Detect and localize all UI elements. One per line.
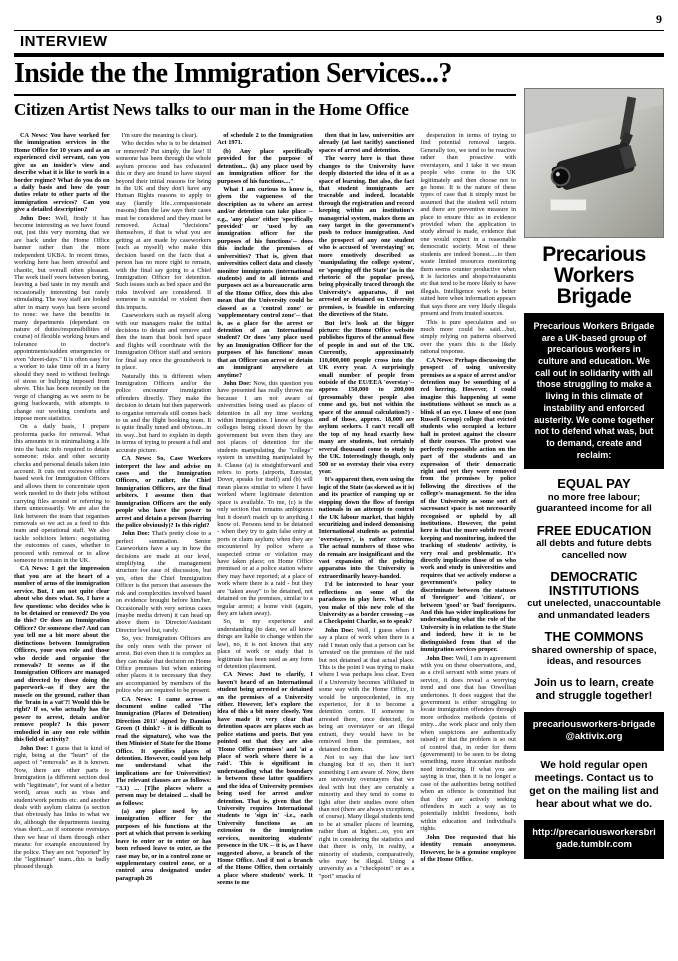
demand-text: no more free labour; guaranteed income for all	[536, 491, 652, 515]
cctv-camera-photo	[524, 88, 664, 238]
sidebar-description: Precarious Workers Brigade are a UK-based group of precarious workers in culture and education. We call out in solidarity with all those struggling to make a living in this climate of instability and enforced austerity. We come together not to defend what was, but to demand, create and reclaim:	[524, 313, 664, 469]
article-paragraph: But let's look at the bigger picture: the Home Office website publishes figures of the annual flow of people in and out of the UK. Currently, approximately 110,000,000 people cross into the UK every year. A surprisingly small number of people from outside of the EU/EEA 'overstay'-- approx 150,000 to 200,000 (presumably these people also come and go, but not within the space of the annual calculation?) - and of those, approx. 18,000 are asylum seekers. I can't recall off the top of my head exactly how many are students, but certainly several thousand come to study in the UK. Interestingly though, only 500 or so overstay their visa every year.	[318, 319, 415, 475]
section-header	[14, 30, 664, 57]
article-paragraph: So, in my experience and understanding (to date, we all know things are liable to change within the law), no, it is not known that any place of work or study that is legitimate has been used as any form of detention placement.	[217, 618, 313, 670]
demand-heading: FREE EDUCATION	[536, 522, 652, 538]
article-paragraph: CA News: I get the impression that you are at the heart of a number of arms of the immigration service. But, I am not quite clear about who does what. So, I have a few questions: who decides who is to be detained or removed? Do you do this? Or does an Immigration Officer? Or someone else? And can you tell me a bit more about the distinctions between Immigration Officers, your own role and those who decide and organise the removals? It seems as if the Immigration Officers are managed and directed by those doing the paperwork--as if they are the muscle on the ground, rather than the 'brain in a vat'?! Would this be right? If so, who actually has the power to arrest, detain and/or remove people? Is this power embodied in any one role within this field of activity?	[14, 565, 110, 744]
demand-equal-pay	[524, 477, 664, 514]
speaker-label: CA News:	[20, 565, 52, 573]
url-text: http://precariousworkersbrigade.tumblr.com	[524, 820, 664, 859]
article-paragraph: It's apparent then, even using the logic of the State (as skewed as it is) and its practice of ramping up or stopping down the flow of foreign nationals in an attempt to control the UK labour market, that highly securitizing and indeed demonising International students as potential 'overstayers', is rather extreme. The actual numbers of those who do remain are insignificant and the vast expansion of the policing apparatus into the University is extraordinarily heavy-handed.	[318, 476, 415, 580]
article-column-3	[217, 132, 313, 952]
article-paragraph: Not to say that the law isn't changing but if so, then it isn't something I am aware of. Now, there are university overstayers that we deal with but they are certainly a minority and they tend to come to light after their studies more often than not (there are always exceptions, of course). Many illegal students tend to be at smaller places of learning, rather than at higher....so, you are right in considering the statistics and that there is only, in reality, a minority of students, comparatively, who may be illegal. Using a university as a "checkpoint" or as a "port" smacks of	[318, 754, 415, 880]
article-paragraph: John Doe: That's pretty close to a perfect summation. Senior Caseworkers have a say in how the decisions are made at our level, simplifying the management structure for ease of discussion, but yes, often the Chief Immigration Officer is the person that assesses the risk and complexities involved based on evidence brought before him/her. Occasionally with very serious cases (maybe media driven) it can head up above them to Director/Assistant Director level but, rarely.	[115, 530, 212, 634]
article-paragraph: CA News: I came across a document online called 'The Immigration (Places of Detention) Direction 2011' signed by Damian Green (I think? - it is difficult to read the signature), who was the then Minister of State for the Home Office. It specifies places of detention. However, could you help me understand what the implications are for Universities? The relevant clauses are as follows: "3.1) ... [T]he places where a person may be detained ... shall be as follows:	[115, 695, 212, 807]
article-paragraph: CA News: So, Case Workers interpret the law and advise on cases and the Immigration Officers, or rather, the Chief Immigration Officers, are the final arbiters. I assume then that Immigration Officers are the only people who have the power to arrest and detain a person (barring the police obviously)? Is this right?	[115, 455, 212, 529]
email-text: precariousworkers-brigade@aktivix.org	[524, 712, 664, 751]
article-column-1	[14, 132, 110, 952]
article-column-2	[116, 132, 212, 952]
demand-free-education	[524, 524, 664, 561]
article-paragraph: This is pure speculation and so much more could be said....but, simply relying on patterns observed over the years this is the likely rational response.	[420, 318, 516, 356]
sidebar-precarious-workers-brigade	[524, 88, 664, 867]
article-paragraph: CA News: You have worked for the immigration services in the Home Office for 10 years and as an experienced civil servant, can you give us an insider's view and describe what it is like to work in a border regime? What do you do on a daily basis and how do your duties relate to other parts of the immigration services? Can you give a detailed description?	[14, 132, 110, 214]
article-paragraph: On a daily basis, I prepare proforma packs for removal. What this amounts to is minimalising a life into the basic info required to detain someone: risks and other security checks and personal details taken into account. It cuts out excessive office based work for Immigration Officers and allows them to concentrate upon work needed to do their jobs without carrying files around or referring to them unnecessarily. We are also the link between the team that organises removals so we act as a feed to this team and operational staff. We also tackle solicitors letters: negotiating the outcomes of cases, whether to proceed with removal or to allow someone to remain in the UK.	[14, 423, 110, 565]
article-paragraph: Caseworkers such as myself along with our managers make the initial decisions to detain and remove and then the team that book bed space and flights will coordinate with the Immigration Officer staff and seniors for final say once the groundwork is in place.	[115, 312, 212, 372]
article-paragraph: I'm sure the meaning is clear).	[121, 132, 198, 139]
article-paragraph: The worry here is that these changes to the University have deeply distorted the idea of it as a space of learning. But also, the fact that student immigrants are traceable and indeed, locatable through the registration and record keeping within an institution's managerial system, makes them an easy target in the government's push to reduce immigration. And the prospect of any one student who is accused of 'overstaying' or, more emotively described as 'manipulating the college system', or 'sponging off the State' (as in the rhetoric of the popular press), being physically traced through the University's apparatus, if not arrested or detained on University premises, is feasible in enforcing the directives of the State.	[318, 155, 415, 319]
speaker-label: CA News:	[223, 671, 260, 679]
speaker-label: John Doe:	[121, 530, 152, 538]
headline: Inside the the Immigration Services...?	[14, 58, 516, 96]
article-paragraph: CA News: Perhaps discussing the prospect of using university premises as a space of arrest and/or detention may be something of a red herring. However, I could imagine this happening at some institutions without so much as a blink of an eye. I know of one (non Russell Group) college that evicted students who occupied a lecture hall in protest against the closure of their courses. The protest was perfectly responsible action on the part of the students and an expression of their democratic right and yet they were removed from the premises by police following the directives of the college's management. So the idea of the University as some sort of sacrosanct space is not necessarily recognised or upheld by all institutions. However, the point here is that the more subtle record keeping and monitoring, indeed the tracking of students' activity, is very real and problematic. It's directly implicates those of us who work and study in universities and requires that we actively endorse a government's policy to discriminate between the statuses of 'foreigner' and 'citizen', or between 'good' or 'bad' foreigners. And this has wider implications for understanding what the role of the University is in relation to the State and indeed, how it is to be distinguished from that of the immigration services proper.	[420, 356, 516, 654]
headline-block	[14, 58, 516, 120]
demand-heading: EQUAL PAY	[557, 476, 631, 492]
article-paragraph: John Doe: I guess that is kind of right, being at the "heart" of the aspect of "removals" as it is known. Now, there are other parts to Immigration (a different section deal with "legitimate", for want of a better word), areas such as visas and student/work permits etc. and another deals with asylum claims (a section that obviously has links to what we do, although the departments issuing visas don't....so if someone overstays then we hear of them through other means: for example encountered by the police. They are not "reported" by the "legitimate" team...this is badly phrased though	[14, 744, 110, 871]
speaker-label: CA News:	[20, 132, 51, 139]
demand-democratic-institutions	[524, 570, 664, 621]
speaker-label: John Doe:	[223, 379, 254, 387]
speaker-label: John Doe:	[20, 744, 51, 752]
article-paragraph: John Doe: Well, firstly it has become interesting as we have found out, just this very morning that we are back under the Home Office banner rather than the more independent UKBA. In recent times, working here has been stressful and chaotic, but overall often pleasant. The work itself veers between boring, leaving a bad taste in my mouth and occasionally interesting but rarely stimulating. The way staff are looked after in many ways has been second to none: we have the benefits in many departments (dependant on nature of duties/responsibilities of course) of flexible working hours and tolerance to doctor's appointments/sudden emergencies or even "duvet-days." It is often easy for a worker to take time off in a hurry should they need to without feelings of stress or bullying imposed from above. This has been recently on the verge of changing as we seem to be going backwards, with attempts to change our working comforts and impose more statistics.	[14, 214, 110, 423]
speaker-label: John Doe:	[324, 626, 357, 634]
article-paragraph: What I am curious to know is, given the vagueness of the description as to where an arrest and/or detention can take place -- e.g., 'any place' either 'specifically provided' or 'used by an immigration officer for the purposes of his functions'-- does this include the premises of universities? That is, given that universities collect data and closely monitor immigrants (international students) and to all intents and purposes act as a bureaucratic arm of the Home Office, does this also mean that the University could be classed as a 'control zone' or 'supplementary control zone'-- that is, as a place for the arrest or detention of an International student? Or does 'any place used by an Immigration Officer for the purposes of his functions' mean that an Officer can arrest or detain an immigrant anywhere at anytime?	[217, 185, 313, 379]
article-paragraph: John Doe: Now, this question you have presented has really thrown me because I am not aware of universities being used as places of detention in all my time working within Immigration. I know of bogus colleges being closed down by the government but even then they are not places of detention for the students manipulating the "college" system in unwitting manipulated by it. Clause (a) is straightforward and refers to ports (airports, Eurostar, Dover, speaks for itself) and (b) will mean places similar to where I have worked where legitimate detention space is available. To me, (c) is the only section that remains ambiguous but it doesn't match up to anything I know of. Persons tend to be detained - when they try to gain false entry at ports or claim asylum; when they are encountered by police where a suspected crime or violation may have taken place; on Home Office premised or at a police station where they may have reported; at a place of work where there is a raid - but they are "taken away" to be detained, not detained on the premises, similar to a regular arrest; a home visit (again, they are taken away).	[217, 379, 313, 617]
article-column-5	[420, 132, 516, 952]
article-body	[14, 132, 516, 952]
cctv-camera-illustration	[525, 89, 663, 237]
section-label: INTERVIEW	[20, 33, 108, 50]
speaker-label: CA News:	[426, 356, 455, 364]
article-paragraph: then that in law, universities are already (at last tacitly) sanctioned spaces of arrest and detention.	[318, 132, 415, 154]
demand-text: all debts and future debts cancelled now	[536, 538, 652, 561]
article-paragraph: (a) any place used by an immigration officer for the purposes of his functions at the port at which that person is seeking leave to enter or to enter or has been refused leave to enter, as the case may be, or in a control zone or supplementary control zone, or a control area designated under paragraph 26	[115, 807, 212, 882]
speaker-label: CA News:	[121, 455, 157, 463]
join-call-text: Join us to learn, create and struggle together!	[534, 676, 654, 702]
speaker-label: CA News:	[121, 695, 159, 703]
meetings-text: We hold regular open meetings. Contact us to get on the mailing list and hear about what we do.	[529, 758, 659, 811]
demand-heading: DEMOCRATIC INSTITUTIONS	[548, 569, 640, 598]
article-paragraph: I'd be interested to hear your reflections on some of the paradoxes in play here. What do you make of this new role of the University as a border crossing --as a Checkpoint Charlie, so to speak?	[318, 581, 415, 626]
article-paragraph: desperation in terms of trying to find potential removal targets. Generally too, we tend to be reactive rather than proactive with overstayers, and I take it we mean people who come to the UK legitimately and then choose not to go home. It is the nature of these types of case that it simply must be assumed that the student will return and there are preventive measure in place to ensure this: as in evidence provided when the application to study abroad is made, evidence that one would expect in a reasonable democratic society. Most of these students are indeed honest.....to then waste limited resources monitoring them seems counter productive when it is factories and shops/restaurants etc that tend to be more likely to have illegals. Intelligence work is better suited here when information appears that says there are very likely illegals present and from trusted sources.	[420, 132, 516, 318]
demand-text: cut unelected, unaccountable and unmandated leaders	[527, 598, 661, 621]
article-paragraph: Who decides who is to be detained or removed? Put simply, the law! If someone has been through the whole asylum process and has exhausted this or they are found to have stayed beyond their initial reasons for being in the UK and they don't have any Human Rights reasons to apply to stay (family life...compassionate reasons) then the law says their cases must be considered and they must be removed. Actual "decisions" themselves, if that is what you are getting at are made by caseworkers (such as myself) who make this decision based on the facts that a person has no more right to remain, with the final say going to a Chief Immigration Officer for detention. Such issues such as bed space and the risks involved are considered. If someone is suicidal or violent then this impacts.	[115, 140, 212, 311]
article-paragraph: CA News: Just to clarify, I haven't heard of an International student being arrested or detained on the premises of a University either. However, let's explore the idea of this a bit more closely. You have made it very clear that detention spaces are places such as police stations and ports. But you pointed out that they are also 'Home Office premises' and 'at a place of work where there is a raid'. This is significant in understanding what the boundary is between these latter qualifiers and the idea of University premises being used for arrest and/or detention. That is, given that the University requires International students to 'sign in' -i.e., each University functions as an extension to the immigration services, monitoring students' presence in the UK -- it is, as I have suggested above, a branch of the Home Office. And if not a branch of the Home Office, then certainly a place where students' work. It seems to me	[217, 671, 313, 887]
sidebar-title: Precarious Workers Brigade	[542, 243, 646, 308]
article-paragraph: John Doe: Well, I am in agreement with you on these observations, and, as a civil servant with some years of service, it does reveal a worrying trend and one that has Orwellian undertones. It does suggest that the government is either struggling to locate immigration offenders through more orthodox methods (points of entry....the work place and only then when suspicions are authentically raised) or that the problem is so out of control that, in order for them (government) to be seen to be doing something, more draconian methods need introducing. If what you are saying is true, then it is no longer a case of the authorities being notified when an offence is committed but that they are actively seeking offenders in such a way as to potentially inhibit freedoms, both within education and individual's rights.	[420, 654, 516, 833]
article-column-4	[319, 132, 415, 952]
demand-the-commons	[524, 630, 664, 667]
article-paragraph: of schedule 2 to the Immigration Act 1971.	[217, 132, 313, 147]
speaker-label: John Doe:	[426, 654, 456, 662]
demand-heading: THE COMMONS	[544, 629, 644, 645]
subtitle: Citizen Artist News talks to our man in the Home Office	[14, 100, 409, 119]
article-paragraph: John Doe requested that his identity remain anonymous. However, he is a genuine employee of the Home Office.	[420, 833, 516, 863]
speaker-label: John Doe:	[20, 214, 56, 222]
article-paragraph: John Doe: Well, I guess when I say a place of work when there is a raid I mean only that a person can be 'arrested' on the premises of the raid but not detained at that actual place. This is the point I was trying to make where I was perhaps less clear. Even if a University becomes 'affiliated' in some way with the Home Office, it would be unprecedented, in my experience, for it to become a detention centre. If someone is arrested there, once detected, for being an overstayer or an illegal entrant, they would have to be removed from the premises, not detained on them.	[318, 626, 415, 753]
article-paragraph: (b) Any place specifically provided for the purpose of detention... (k) any place used by an immigration officer for the purposes of his functions...."	[217, 147, 313, 185]
demand-text: shared ownership of space, ideas, and resources	[531, 644, 657, 668]
article-paragraph: Naturally this is different when Immigration Officers and/or the police encounter immigration offenders directly. They make the decision to detain but then paperwork to organise removals still comes back to us and the flight booking team. It is quite finally tuned and obvious...in its way...but hard to explain in depth in terms of trying to present a full and accurate picture.	[115, 372, 212, 454]
page-number: 9	[656, 12, 662, 26]
article-paragraph: So, yes: Immigration Officers are the only ones with the power of arrest. But even then it is complex as they can make that decision on Home Office premises but when entering other places it is necessary that they are accompanied by members of the police who are required to be present.	[115, 635, 212, 695]
